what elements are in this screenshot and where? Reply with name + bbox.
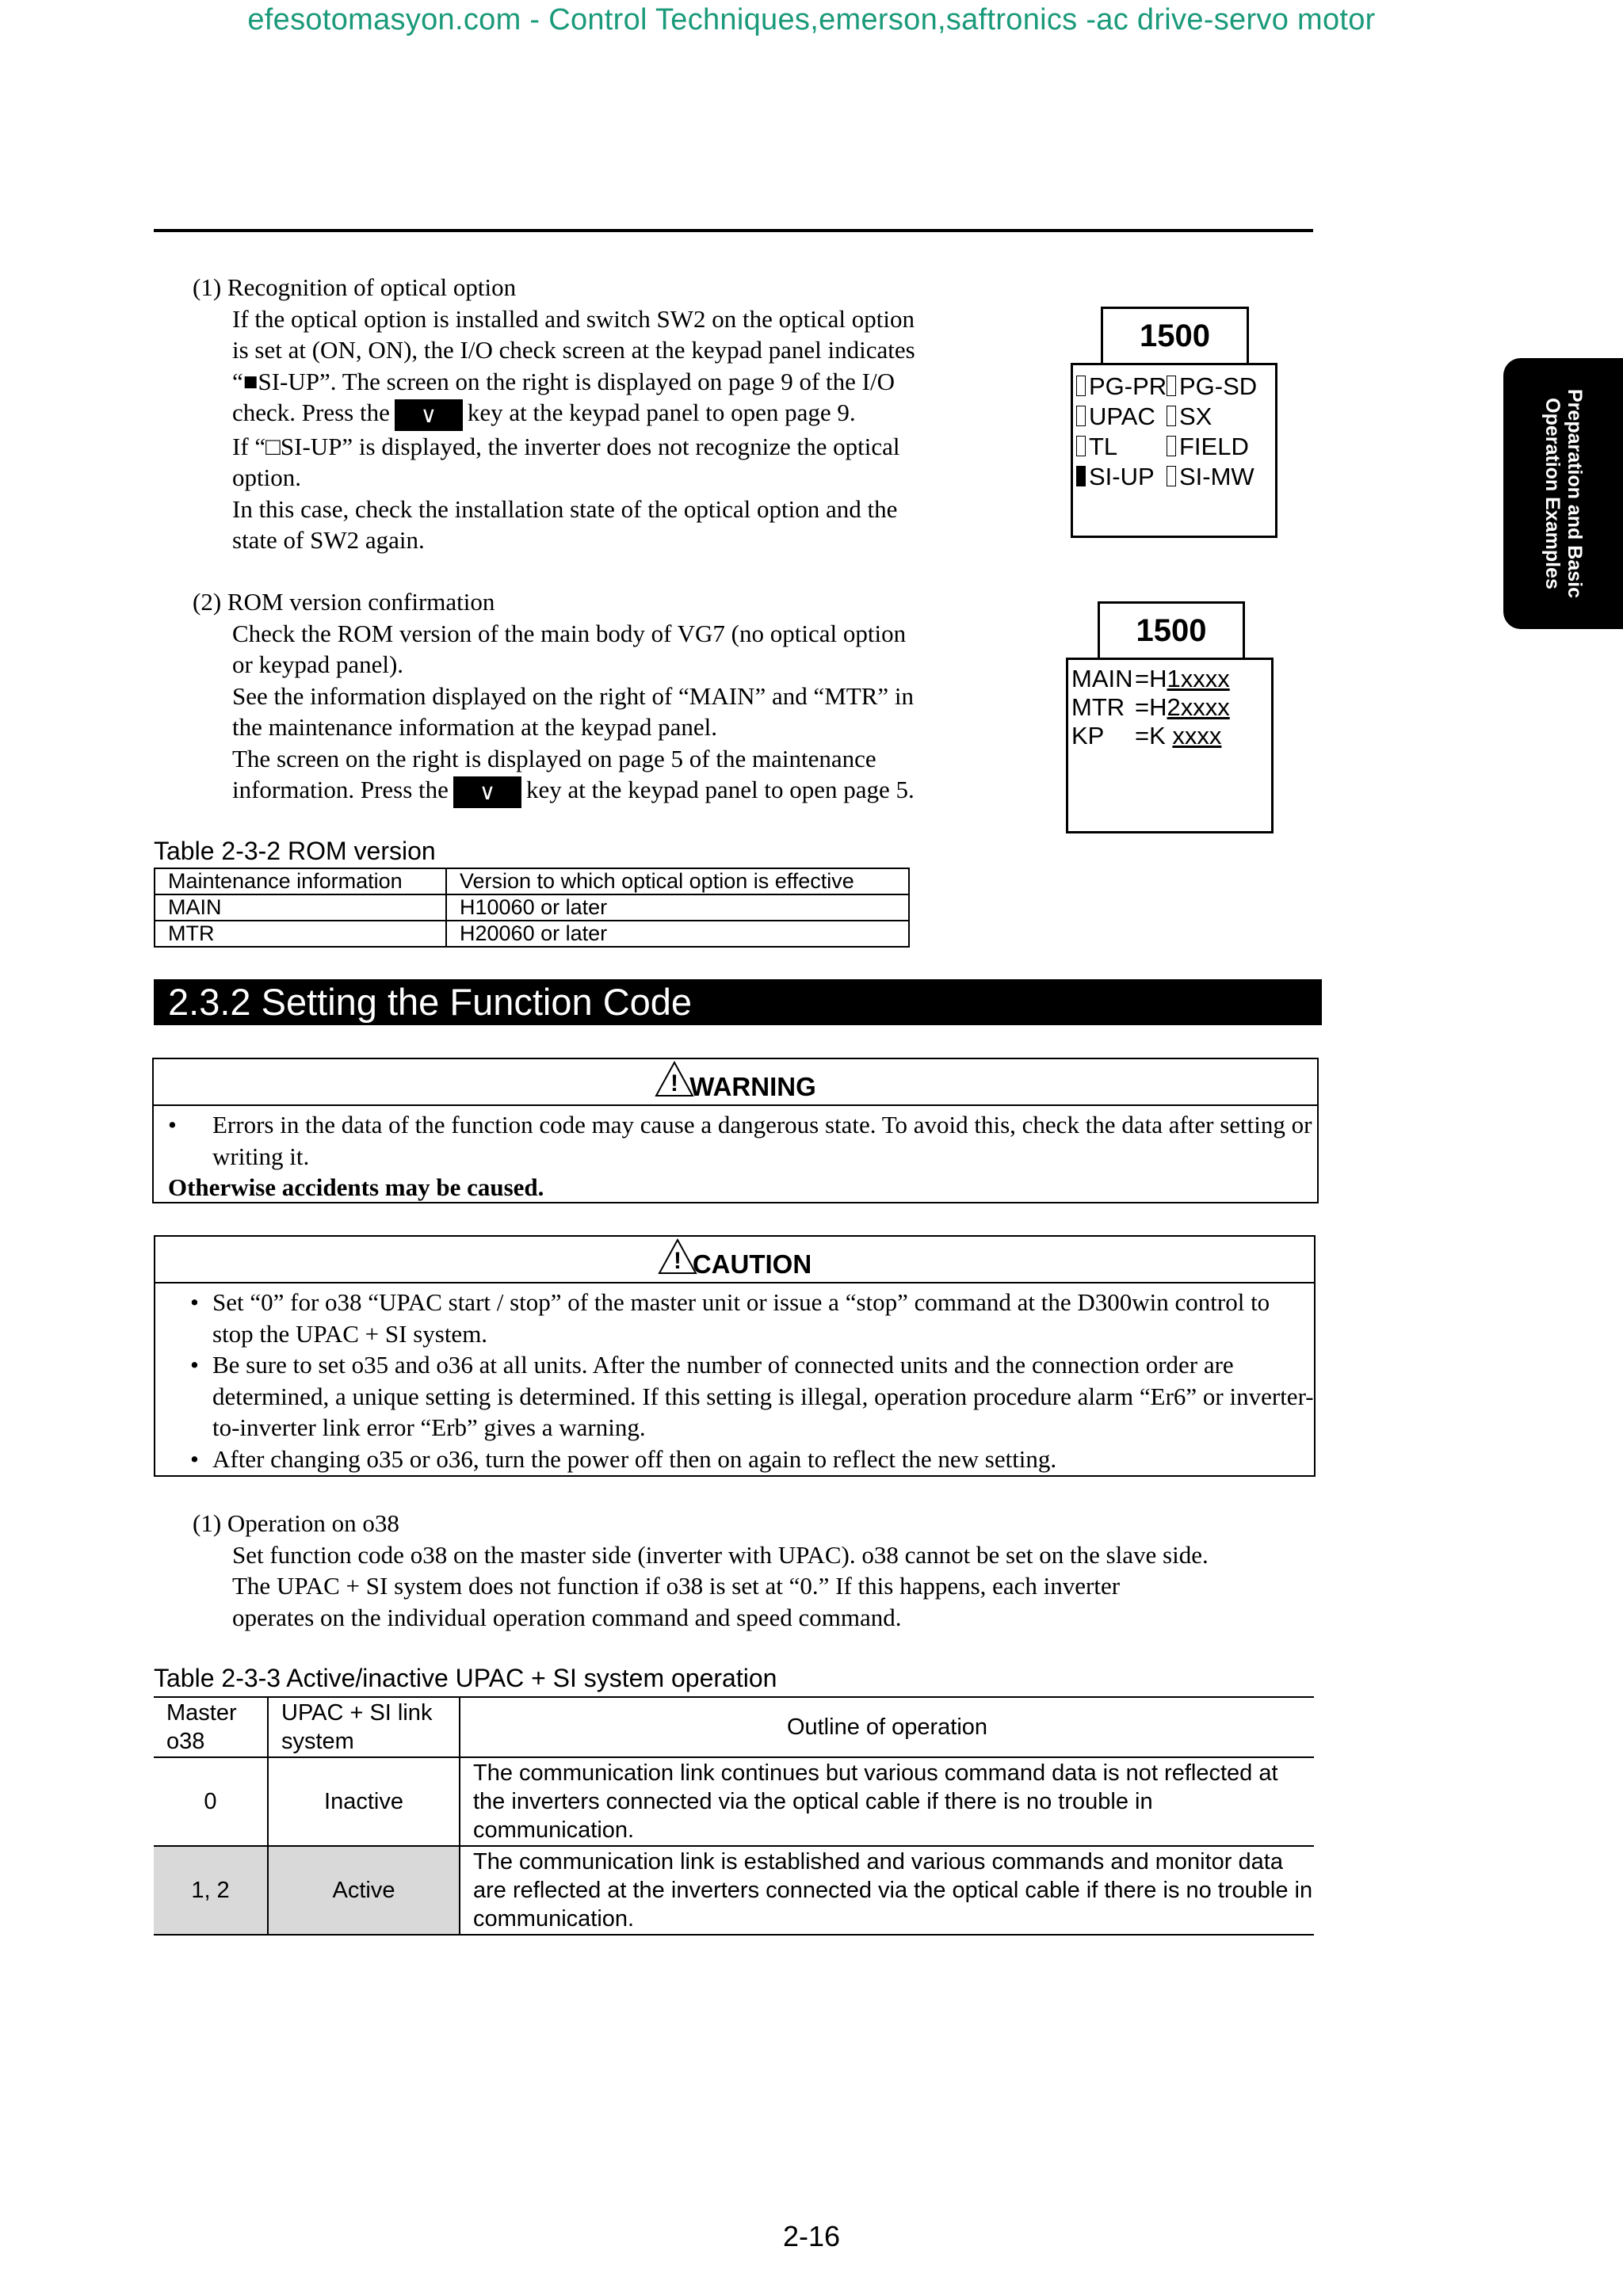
- section-operation-o38: [193, 1508, 1334, 1633]
- section1-line: If the optical option is installed and switch SW2 on the optical option: [232, 304, 915, 333]
- table-header-cell: UPAC + SI link system: [268, 1697, 460, 1757]
- section2-line-with-key: [193, 774, 1017, 808]
- section2-heading: (2) ROM version confirmation: [193, 588, 495, 616]
- top-rule: [154, 229, 1313, 232]
- rom-version-table: [154, 868, 910, 948]
- checkbox-icon: [1167, 436, 1176, 456]
- checkbox-icon: [1167, 376, 1176, 396]
- lcd2-label: MAIN: [1071, 665, 1133, 692]
- section1-line: If “□SI-UP” is displayed, the inverter does not recognize the optical: [232, 432, 900, 460]
- side-tab-line2: Operation Examples: [1541, 398, 1564, 589]
- site-header: efesotomasyon.com - Control Techniques,emerson,saftronics -ac drive-servo motor: [247, 3, 1376, 36]
- warning-body: [154, 1106, 1317, 1203]
- section2-line: key at the keypad panel to open page 5.: [525, 776, 915, 803]
- caution-body: [155, 1283, 1314, 1474]
- caution-header: [155, 1237, 1314, 1283]
- table-cell: H10060 or later: [446, 894, 909, 921]
- table1-caption: Table 2-3-2 ROM version: [154, 837, 436, 865]
- section-optical-recognition: [193, 272, 1017, 556]
- section2-line: the maintenance information at the keypad panel.: [232, 713, 718, 741]
- section1-line-with-key: [193, 397, 1017, 431]
- caution-bullet: • After changing o35 or o36, turn the power off then on again to reflect the new setting.: [190, 1444, 1057, 1473]
- table-cell: The communication link is established and various commands and monitor data are reflected at the inverters connected via the optical cable if there is no trouble in communication.: [460, 1846, 1314, 1935]
- section-rom-version: [193, 586, 1017, 808]
- section1-line: state of SW2 again.: [232, 526, 425, 555]
- lcd2-eq: =H: [1135, 693, 1167, 721]
- lcd1-row: [1076, 372, 1275, 402]
- table-header-cell: Version to which optical option is effective: [446, 868, 909, 894]
- lcd1-item: UPAC: [1089, 402, 1155, 430]
- warning-header: [154, 1059, 1317, 1106]
- table-row: [155, 921, 909, 947]
- lcd1-item: SI-UP: [1089, 463, 1155, 490]
- caution-triangle-icon: [658, 1238, 697, 1275]
- side-tab-line1: Preparation and Basic: [1563, 389, 1586, 598]
- table-cell: 1, 2: [154, 1846, 268, 1935]
- lcd2-eq: =H: [1135, 665, 1167, 692]
- lcd1-value-display: 1500: [1101, 307, 1249, 365]
- svg-text:!: !: [673, 1248, 682, 1274]
- table-cell: MAIN: [155, 894, 446, 921]
- caution-bullet: • Set “0” for o38 “UPAC start / stop” of the master unit or issue a “stop” command at the D300win control to stop the UPAC + SI system.: [190, 1288, 1270, 1348]
- table2-caption: Table 2-3-3 Active/inactive UPAC + SI system operation: [154, 1664, 777, 1692]
- section1-line: option.: [232, 463, 301, 492]
- table-header-cell: Outline of operation: [460, 1697, 1314, 1757]
- table-row: [154, 1846, 1314, 1935]
- table-row: [154, 1757, 1314, 1846]
- svg-text:!: !: [670, 1070, 679, 1097]
- table-cell: The communication link continues but various command data is not reflected at the inverters connected via the optical cable if there is no trouble in communication.: [460, 1757, 1314, 1846]
- lcd1-item: FIELD: [1179, 433, 1249, 460]
- section2-line: information. Press the: [232, 776, 449, 803]
- page-number: 2-16: [782, 2220, 841, 2252]
- lcd2-row: [1071, 665, 1271, 693]
- table-cell: MTR: [155, 921, 446, 947]
- lcd2-value: 1xxxx: [1167, 665, 1230, 692]
- section1-line: “■SI-UP”. The screen on the right is displayed on page 9 of the I/O: [232, 367, 896, 395]
- lcd2-label: KP: [1071, 722, 1105, 749]
- lcd2-value-display: 1500: [1098, 601, 1245, 660]
- table-cell: H20060 or later: [446, 921, 909, 947]
- caution-box: [154, 1235, 1316, 1477]
- table-cell: 0: [154, 1757, 268, 1846]
- down-key-icon: ∨: [395, 399, 463, 431]
- lcd2-eq: =K: [1135, 722, 1166, 749]
- checkbox-icon: [1076, 406, 1086, 426]
- section3-line: The UPAC + SI system does not function if o38 is set at “0.” If this happens, each inverter: [232, 1572, 1121, 1600]
- section2-line: Check the ROM version of the main body of VG7 (no optical option: [232, 619, 907, 647]
- lcd1-screen: [1071, 363, 1277, 538]
- table-cell: Active: [268, 1846, 460, 1935]
- lcd1-item: SX: [1179, 402, 1212, 430]
- section-title: 2.3.2 Setting the Function Code: [154, 979, 1322, 1025]
- lcd1-row: [1076, 462, 1275, 492]
- table-header-row: [155, 868, 909, 894]
- lcd1-row: [1076, 402, 1275, 432]
- caution-bullet: • Be sure to set o35 and o36 at all units. After the number of connected units and the connection order are determined, a unique setting is determined. If this setting is illegal, operation procedure alarm “Er6” or inverter-to-inverter link error “Erb” gives a warning.: [190, 1351, 1314, 1441]
- section2-line: See the information displayed on the right of “MAIN” and “MTR” in: [232, 681, 915, 710]
- section3-line: operates on the individual operation command and speed command.: [232, 1603, 902, 1631]
- checkbox-icon: [1167, 406, 1176, 426]
- warning-bullet: • Errors in the data of the function code may cause a dangerous state. To avoid this, check the data after setting or writing it.: [168, 1111, 1312, 1170]
- lcd2-value: xxxx: [1172, 722, 1222, 749]
- section1-line: check. Press the: [232, 399, 390, 426]
- warning-footer: Otherwise accidents may be caused.: [168, 1173, 544, 1201]
- lcd2-row: [1071, 722, 1271, 750]
- warning-title: WARNING: [689, 1072, 816, 1101]
- lcd2-row: [1071, 693, 1271, 722]
- section3-line: Set function code o38 on the master side (inverter with UPAC). o38 cannot be set on the slave side.: [232, 1540, 1209, 1569]
- checkbox-checked-icon: [1076, 466, 1086, 486]
- side-tab[interactable]: [1503, 358, 1623, 629]
- section1-line: In this case, check the installation state of the optical option and the: [232, 494, 898, 523]
- section2-line: or keypad panel).: [232, 650, 404, 678]
- warning-box: [152, 1058, 1319, 1203]
- table-cell: Inactive: [268, 1757, 460, 1846]
- lcd2-screen: [1066, 658, 1274, 833]
- caution-title: CAUTION: [692, 1249, 812, 1279]
- lcd1-item: PG-SD: [1179, 372, 1258, 400]
- table-header-row: [154, 1697, 1314, 1757]
- lcd2-value: 2xxxx: [1167, 693, 1230, 721]
- lcd1-item: TL: [1089, 433, 1118, 460]
- lcd1-row: [1076, 432, 1275, 462]
- checkbox-icon: [1167, 466, 1176, 486]
- section3-heading: (1) Operation on o38: [193, 1509, 399, 1537]
- lcd1-item: SI-MW: [1179, 463, 1254, 490]
- checkbox-icon: [1076, 436, 1086, 456]
- lcd2-label: MTR: [1071, 693, 1125, 721]
- section1-line: is set at (ON, ON), the I/O check screen at the keypad panel indicates: [232, 336, 915, 364]
- warning-triangle-icon: [655, 1061, 694, 1097]
- section1-heading: (1) Recognition of optical option: [193, 273, 517, 301]
- table-header-cell: Maintenance information: [155, 868, 446, 894]
- checkbox-icon: [1076, 376, 1086, 396]
- section1-line: key at the keypad panel to open page 9.: [467, 399, 856, 426]
- down-key-icon: ∨: [453, 776, 521, 808]
- table-row: [155, 894, 909, 921]
- section2-line: The screen on the right is displayed on page 5 of the maintenance: [232, 744, 876, 772]
- lcd1-item: PG-PR: [1089, 372, 1167, 400]
- operation-table: [154, 1696, 1314, 1936]
- table-header-cell: Master o38: [154, 1697, 268, 1757]
